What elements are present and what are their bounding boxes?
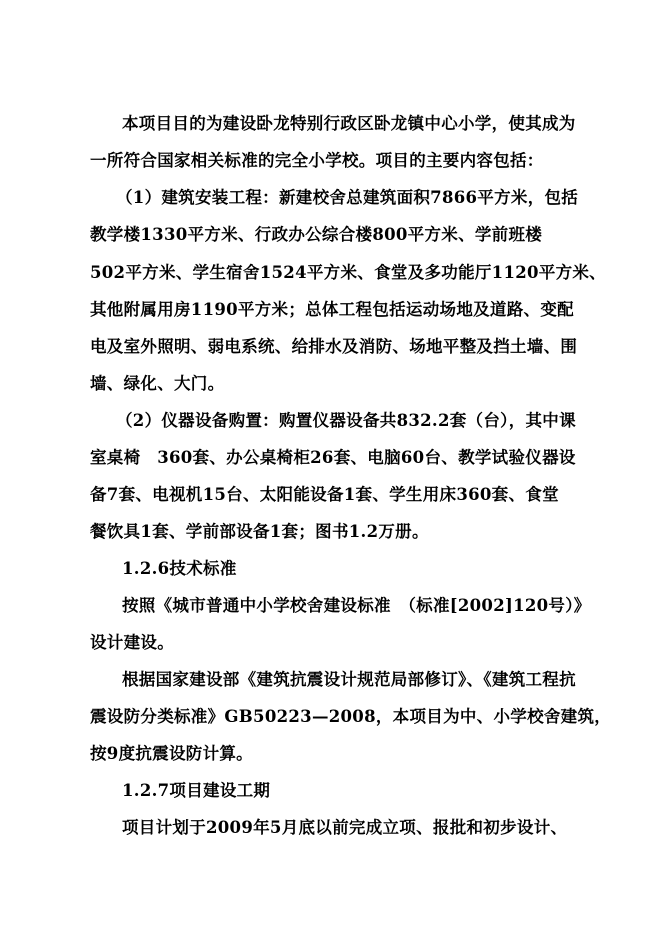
text-line: 设计建设。 — [90, 633, 174, 652]
text-line: 室桌椅 360套、办公桌椅柜26套、电脑60台、教学试验仪器设 — [90, 448, 576, 467]
text-line: 一所符合国家相关标准的完全小学校。项目的主要内容包括： — [90, 151, 544, 170]
text-line: 电及室外照明、弱电系统、给排水及消防、场地平整及挡土墙、围 — [90, 337, 578, 356]
text-line: （1）建筑安装工程：新建校舍总建筑面积7866平方米，包括 — [116, 188, 579, 207]
text-line: 餐饮具1套、学前部设备1套；图书1.2万册。 — [90, 522, 429, 541]
text-line: 震设防分类标准》GB50223—2008，本项目为中、小学校舍建筑， — [90, 707, 612, 726]
text-line: 其他附属用房1190平方米；总体工程包括运动场地及道路、变配 — [90, 300, 574, 319]
text-line: 按9度抗震设防计算。 — [90, 744, 253, 763]
text-line: 教学楼1330平方米、行政办公综合楼800平方米、学前班楼 — [90, 225, 543, 244]
text-line: 本项目目的为建设卧龙特别行政区卧龙镇中心小学，使其成为 — [122, 114, 576, 133]
text-line: （2）仪器设备购置：购置仪器设备共832.2套（台），其中课 — [116, 411, 576, 430]
text-line: 墙、绿化、大门。 — [90, 374, 225, 393]
text-line: 按照《城市普通中小学校舍建设标准 （标准[2002]120号）》 — [122, 596, 591, 615]
section-heading: 1.2.7项目建设工期 — [122, 781, 271, 800]
text-line: 根据国家建设部《建筑抗震设计规范局部修订》、《建筑工程抗 — [122, 670, 576, 689]
text-line: 项目计划于2009年5月底以前完成立项、报批和初步设计、 — [122, 818, 568, 837]
section-heading: 1.2.6技术标准 — [122, 559, 237, 578]
text-line: 备7套、电视机15台、太阳能设备1套、学生用床360套、食堂 — [90, 485, 559, 504]
text-line: 502平方米、学生宿舍1524平方米、食堂及多功能厅1120平方米、 — [90, 263, 606, 282]
